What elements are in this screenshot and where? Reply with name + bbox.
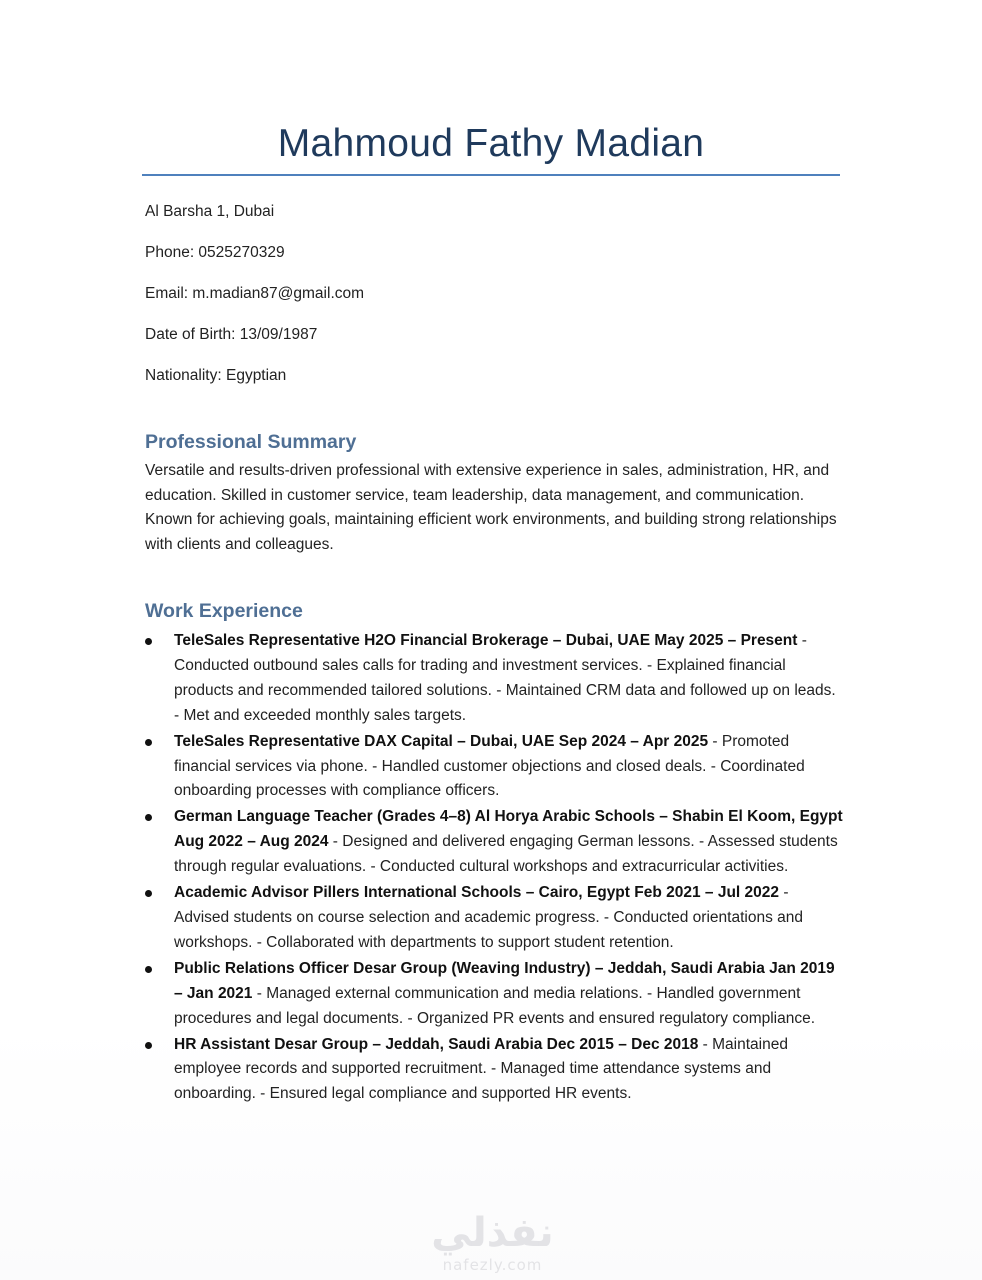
experience-details: - Advised students on course selection and academic progress. - Conducted orientations and workshops. - Collaborated with departments to support student retention. <box>174 884 803 951</box>
experience-item <box>145 629 845 729</box>
bullet-icon <box>145 890 152 897</box>
contact-nationality: Nationality: Egyptian <box>145 367 287 384</box>
watermark-arabic: نفذلي <box>431 1210 554 1256</box>
contact-address: Al Barsha 1, Dubai <box>145 203 275 220</box>
experience-title: TeleSales Representative DAX Capital – Dubai, UAE Sep 2024 – Apr 2025 <box>174 732 709 750</box>
experience-item <box>145 805 845 880</box>
experience-title: TeleSales Representative H2O Financial Brokerage – Dubai, UAE May 2025 – Present <box>174 632 798 649</box>
experience-item <box>145 957 845 1032</box>
contact-dob: Date of Birth: 13/09/1987 <box>145 326 318 343</box>
experience-details: - Conducted outbound sales calls for trading and investment services. - Explained financial products and recommended tailored solutions. - Maintained CRM data and followed up on leads. - Met and exceeded monthly sales targets. <box>174 632 836 724</box>
bullet-icon <box>145 1042 152 1049</box>
summary-heading: Professional Summary <box>145 431 357 453</box>
experience-item <box>145 1033 845 1108</box>
experience-list <box>145 629 845 1108</box>
candidate-name: Mahmoud Fathy Madian <box>277 122 705 165</box>
experience-item <box>145 881 845 956</box>
title-divider <box>142 174 840 176</box>
watermark-logo <box>420 1210 565 1274</box>
watermark-url: nafezly.com <box>442 1256 543 1274</box>
experience-title: Academic Advisor Pillers International Schools – Cairo, Egypt Feb 2021 – Jul 2022 <box>174 884 780 902</box>
experience-details: - Managed external communication and media relations. - Handled government procedures and legal documents. - Organized PR events and ensured regulatory compliance. <box>174 984 816 1027</box>
experience-item <box>145 730 845 805</box>
experience-heading: Work Experience <box>145 600 303 622</box>
bullet-icon <box>145 814 152 821</box>
bullet-icon <box>145 966 152 973</box>
experience-details: - Promoted financial services via phone. - Handled customer objections and closed deals. - Coordinated onboarding processes with compliance officers. <box>174 732 805 800</box>
experience-title: Public Relations Officer Desar Group (Weaving Industry) – Jeddah, Saudi Arabia Jan 2019 – Jan 2021 <box>174 959 835 1002</box>
experience-title: German Language Teacher (Grades 4–8) Al Horya Arabic Schools – Shabin El Koom, Egypt Aug 2022 – Aug 2024 <box>174 808 843 851</box>
bullet-icon <box>145 638 152 645</box>
contact-email: Email: m.madian87@gmail.com <box>145 285 365 302</box>
experience-details: - Designed and delivered engaging German lessons. - Assessed students through regular evaluations. - Conducted cultural workshops and extracurricular activities. <box>174 833 838 876</box>
contact-phone: Phone: 0525270329 <box>145 244 285 261</box>
experience-title: HR Assistant Desar Group – Jeddah, Saudi Arabia Dec 2015 – Dec 2018 <box>174 1035 699 1053</box>
experience-details: - Maintained employee records and supported recruitment. - Managed time attendance systems and onboarding. - Ensured legal compliance and supported HR events. <box>174 1035 788 1103</box>
bullet-icon <box>145 739 152 746</box>
summary-text: Versatile and results-driven professional with extensive experience in sales, administration, HR, and education. Skilled in customer service, team leadership, data management, and communication. Known for achieving goals, maintaining efficient work environments, and building strong relationships with clients and colleagues. <box>145 462 837 554</box>
